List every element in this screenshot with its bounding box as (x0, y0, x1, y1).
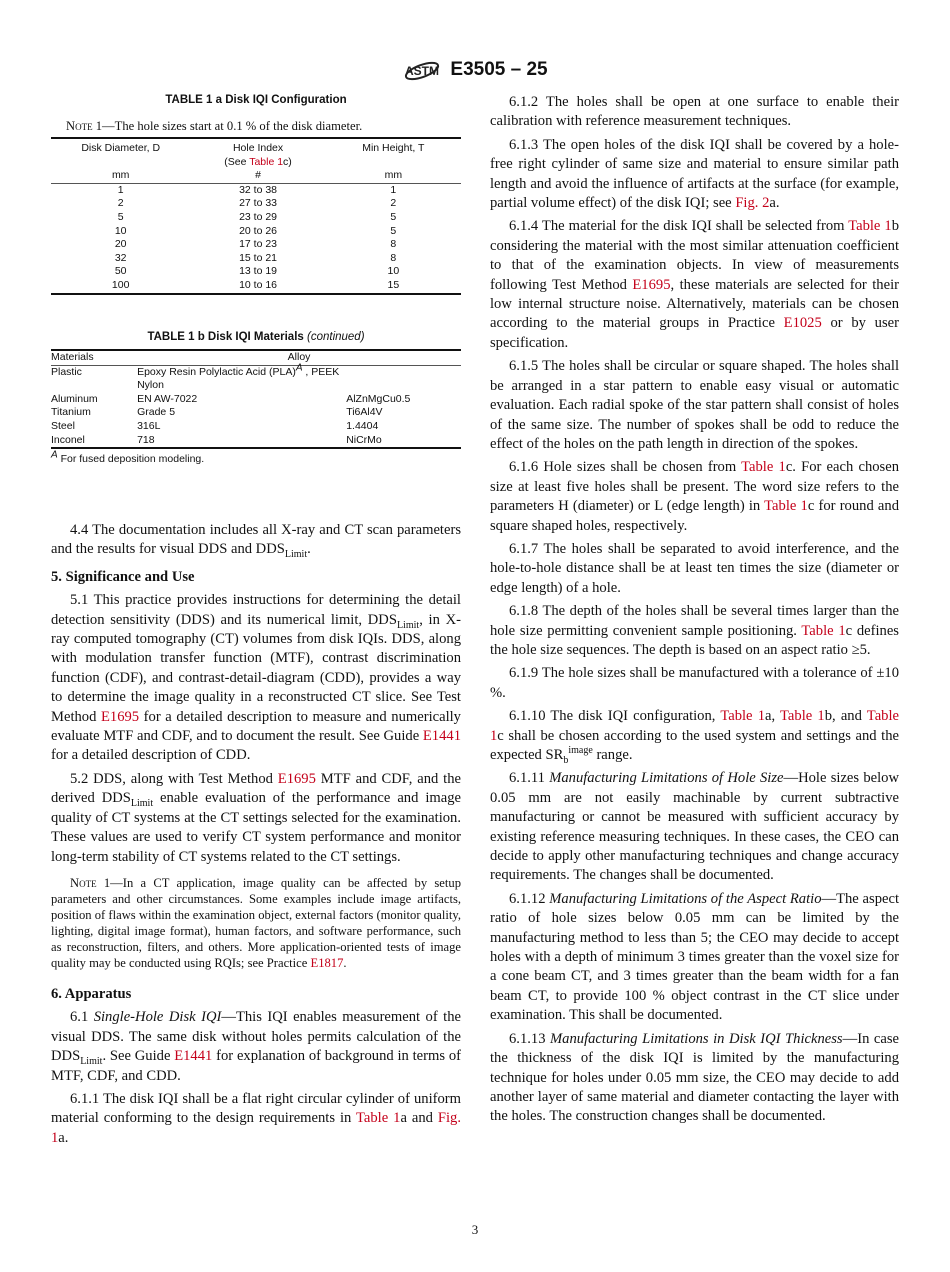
text-run: for a detailed description of CDD. (51, 747, 251, 764)
col-header: Alloy (287, 351, 311, 363)
text-run: —In case the thickness of the disk IQI is limited by the manufacturing technique for holes under 0.05 mm size, the CEO may decide to add another layer of same material and diameter contacting the layer with the holes. The construction changes shall be documented. (490, 1030, 899, 1125)
table-cell: 5 (117, 210, 124, 223)
table-cell: 32 (114, 251, 127, 264)
text-run: 6.1.1 The disk IQI shall be a flat right circular cylinder of uniform material conforming to the design requirements in (51, 1090, 461, 1127)
text-run: 6.1.7 The holes shall be separated to avoid interference, and the hole-to-hole distance shall be at least ten times the size (diameter or edge length) of a hole. (490, 540, 899, 596)
text-run: , in X-ray computed tomography (CT) volumes from disk IQIs. DDS, along with modulation transfer function (MTF), contrast discrimination function (CDF), and contrast-detail-diagram (CDD), provides a way to determine the image quality in a reconstructed CT slice. See Test Method (51, 611, 461, 725)
table-cell: 316L (137, 419, 161, 432)
reference-link[interactable]: E1695 (100, 708, 140, 725)
paragraph (490, 540, 899, 598)
paragraph (490, 707, 899, 765)
reference-link[interactable]: Table 1 (801, 622, 846, 639)
text-run: a. (769, 195, 780, 212)
table-cell: 20 (114, 238, 127, 251)
text-run: a. (58, 1129, 69, 1146)
text-run: 6.1 (70, 1009, 94, 1026)
text-run: for a detailed description to measure and numerically evaluate MTF and CDF, and to document the result. See Guide (51, 708, 461, 745)
text-run: 6. Apparatus (51, 985, 132, 1002)
text-run: c for round and square shaped holes, respectively. (490, 498, 900, 534)
reference-link[interactable]: Table 1 (720, 708, 765, 725)
table-cell: 718 (137, 433, 155, 446)
text-run: . See Guide (102, 1048, 175, 1065)
table-cell: 1 (117, 183, 124, 196)
paragraph (51, 591, 461, 766)
text-run: b considering the material with the most similar attenuation coefficient to that of the examination objects. In view of measurements following Test Method (490, 218, 899, 293)
table-cell: Grade 5 (137, 406, 176, 419)
col-header: Hole Index (See Table 1c) (224, 142, 292, 168)
text-run: —This IQI enables measurement of the visual DDS. The same disk without holes permits calculation of the DDS (51, 1009, 461, 1065)
reference-link[interactable]: Table 1 (490, 708, 899, 744)
reference-link[interactable]: E1817 (310, 955, 344, 970)
paragraph (490, 769, 899, 885)
page-header (0, 56, 950, 84)
text-run: —In a CT application, image quality can be affected by setup parameters and other circumstances. Some examples include image artifacts, position of flaws within the examination object, external factors (monitor quality, lighting, digital image format), human factors, and software performance, such as reconstruction, filters, and others. More application-oriented tests of image quality may be conducted using RQIs; see Practice (51, 875, 461, 970)
table-cell: 15 to 21 (239, 251, 278, 264)
text-run: 6.1.6 Hole sizes shall be chosen from (509, 459, 742, 476)
table-cell: 10 to 16 (239, 278, 278, 291)
table-1b (51, 331, 461, 465)
table-cell: EN AW-7022 (137, 392, 198, 405)
table-cell: 10 (114, 224, 127, 237)
unit: mm (384, 169, 403, 182)
text-run: a and (400, 1110, 438, 1127)
text-run: Limit (130, 798, 154, 810)
paragraph (490, 136, 899, 214)
table-cell: 17 to 23 (239, 238, 278, 251)
text-run: 6.1.9 The hole sizes shall be manufactured with a tolerance of ±10 %. (490, 665, 899, 701)
note-paragraph (51, 875, 461, 971)
table-cell: 2 (117, 197, 124, 210)
table-cell: 15 (387, 278, 400, 291)
text-run: a, (765, 708, 781, 725)
reference-link[interactable]: E1025 (783, 315, 822, 332)
paragraph (490, 1030, 899, 1127)
table-cell: 10 (387, 265, 400, 278)
table-cell: NiCrMo (346, 433, 382, 446)
table-cell: 2 (390, 197, 397, 210)
table-cell: 5 (390, 224, 397, 237)
table-cell: 8 (390, 251, 397, 264)
text-run: 5.1 This practice provides instructions for determining the detail detection sensitivity (DDS) and its numerical limit, DDS (51, 592, 461, 628)
table-footnote: $^A$ For fused deposition modeling. (51, 449, 205, 466)
paragraph (51, 521, 461, 560)
table-row (51, 406, 461, 420)
table-cell: Inconel (51, 433, 85, 446)
paragraph (490, 602, 899, 660)
left-column-body (51, 521, 461, 1152)
unit: mm (111, 169, 130, 182)
table-cell: AlZnMgCu0.5 (346, 392, 411, 405)
table-title: TABLE 1 a Disk IQI Configuration (165, 94, 347, 106)
text-run: 5. Significance and Use (51, 568, 195, 585)
text-run: Limit (284, 549, 308, 561)
svg-text:ASTM: ASTM (405, 64, 440, 78)
reference-link[interactable]: E1441 (422, 728, 461, 745)
paragraph (490, 217, 899, 353)
reference-link[interactable]: E1695 (632, 276, 671, 293)
text-run: b, and (824, 708, 867, 725)
text-run: image (568, 745, 593, 757)
text-run: 6.1.8 The depth of the holes shall be several times larger than the hole size permitting convenient sample positioning. (490, 603, 899, 639)
text-run: for explanation of background in terms of MTF, CDF, and CDD. (51, 1048, 461, 1084)
table-row (51, 434, 461, 449)
text-run: 4.4 The documentation includes all X-ray and CT scan parameters and the results for visual DDS and DDS (51, 522, 461, 558)
astm-logo-icon (402, 56, 442, 84)
text-run: Note 1 (70, 875, 111, 890)
text-run: or by user specification. (490, 315, 899, 351)
text-run: b (563, 754, 569, 766)
table-cell: 1 (390, 183, 397, 196)
text-run: 6.1.2 The holes shall be open at one surface to enable their calibration with reference measurement techniques. (490, 94, 899, 130)
table-cell: 50 (114, 265, 127, 278)
table-cell: Titanium (51, 406, 91, 419)
paragraph (51, 1008, 461, 1086)
text-run: 5.2 DDS, along with Test Method (70, 770, 278, 787)
text-run: 6.1.3 The open holes of the disk IQI shall be covered by a hole-free right cylinder of same size and material to ensure similar path length and avoid the influence of artifacts at the surface (for example, partial volume effect) of the disk IQI; see (490, 136, 899, 212)
table-cell: Ti6Al4V (346, 406, 383, 419)
text-run: c defines the hole size sequences. The depth is based on an aspect ratio ≥5. (490, 622, 899, 658)
reference-link[interactable]: Fig. 2 (735, 195, 770, 212)
text-run: c shall be chosen according to the used system and settings and the expected SR (490, 727, 899, 763)
reference-link[interactable]: E1695 (277, 770, 316, 787)
text-run: c. For each chosen size at least five holes shall be present. The word size refers to the parameters H (diameter) or L (edge length) in (490, 459, 899, 515)
paragraph (51, 1090, 461, 1148)
reference-link[interactable]: Table 1 (848, 218, 892, 235)
table-cell: 32 to 38 (239, 183, 278, 196)
unit: # (255, 169, 261, 182)
paragraph (490, 357, 899, 454)
standard-designation: E3505 – 25 (450, 59, 548, 80)
table-cell: 20 to 26 (239, 224, 278, 237)
table-row (51, 252, 461, 266)
table-row: Plastic Epoxy Resin Polylactic Acid (PLA)$^A$ , PEEK Nylon (51, 362, 340, 392)
table-row (51, 279, 461, 294)
paragraph (490, 664, 899, 703)
table-cell: 8 (390, 238, 397, 251)
table-row (51, 420, 461, 434)
text-run: Manufacturing Limitations of Hole Size (549, 770, 784, 787)
text-run: —The aspect ratio of hole sizes below 0.05 mm can be limited by the manufacturing method to less than 5; the CEO may decide to accept holes with a depth of minimum 3 times greater than the voxel size for a cone beam CT, and 3 times greater than the beam width for a fan beam CT, to provide 100 % object contrast in the CT slice under examination. This shall be documented. (490, 890, 899, 1024)
reference-link[interactable]: Table 1 (780, 708, 825, 725)
table-row (51, 183, 461, 197)
col-header: Disk Diameter, D (81, 142, 161, 154)
text-run: , these materials are selected for their low internal structure noise. Alternatively, materials can be chosen according to the material groups in Practice (490, 276, 899, 332)
text-run: . (343, 955, 347, 970)
table-cell: 5 (390, 210, 397, 223)
table-row (51, 211, 461, 225)
paragraph (51, 770, 461, 867)
table-cell: 1.4404 (346, 419, 379, 432)
text-run: 6.1.11 (509, 770, 550, 787)
text-run: Limit (80, 1056, 103, 1068)
table-note: Note 1—The hole sizes start at 0.1 % of the disk diameter. (66, 119, 363, 133)
section-heading (51, 985, 461, 1004)
paragraph (490, 890, 899, 1026)
section-heading (51, 568, 461, 587)
table-cell: 13 to 19 (239, 265, 278, 278)
col-header: Materials (51, 351, 94, 363)
text-run: enable evaluation of the performance and image quality of CT systems at the CT settings selected for the examination. These values are used to verify CT system performance and monitor long-term stability of CT systems related to the CT settings. (51, 790, 461, 865)
table-row (51, 197, 461, 211)
table-cell: Steel (51, 419, 75, 432)
reference-link[interactable]: Table 1 (741, 459, 786, 476)
text-run: MTF and CDF, and the derived DDS (51, 770, 461, 807)
page-number: 3 (471, 1222, 479, 1237)
text-run: 6.1.4 The material for the disk IQI shall be selected from (509, 218, 849, 235)
table-cell: Aluminum (51, 392, 98, 405)
table-row (51, 225, 461, 239)
right-column-body (490, 93, 899, 1131)
table-row (51, 265, 461, 279)
text-run: Single-Hole Disk IQI (93, 1009, 222, 1026)
reference-link[interactable]: Fig. 1 (51, 1110, 461, 1146)
text-run: —Hole sizes below 0.05 mm are not easily machinable by current subtractive manufacturing or cannot be measured with sufficient accuracy by existing reference measuring techniques. In these cases, the CEO can decide to apply other manufacturing techniques and change accuracy requirements. The changes shall be documented. (490, 770, 899, 884)
text-run: 6.1.10 The disk IQI configuration, (509, 708, 721, 725)
text-run: 6.1.5 The holes shall be circular or square shaped. The holes shall be arranged in a star pattern to enable easy visual or automatic evaluation. Each radial spoke of the star pattern shall consist of holes of the same size. The number of spokes shall be odd to reduce the effect of the holes on the path length in direction of the spokes. (490, 358, 899, 452)
reference-link[interactable]: Table 1 (356, 1110, 401, 1127)
paragraph (490, 458, 899, 536)
table-row (51, 393, 461, 407)
table-cell: 27 to 33 (239, 197, 278, 210)
table-1a (51, 94, 461, 295)
table-cell: 100 (111, 278, 130, 291)
text-run: 6.1.13 (509, 1030, 551, 1047)
text-run: Manufacturing Limitations in Disk IQI Thickness (550, 1030, 843, 1047)
table-title: TABLE 1 b Disk IQI Materials (continued) (147, 331, 365, 343)
col-header: Min Height, T (362, 142, 425, 154)
text-run: Manufacturing Limitations of the Aspect Ratio (549, 890, 822, 907)
table-link[interactable]: Table 1 (249, 155, 284, 168)
reference-link[interactable]: E1441 (174, 1048, 213, 1065)
table-row (51, 238, 461, 252)
text-run: . (307, 541, 311, 558)
reference-link[interactable]: Table 1 (764, 498, 808, 515)
text-run: range. (592, 747, 633, 763)
table-cell: 23 to 29 (239, 210, 278, 223)
text-run: 6.1.12 (509, 890, 550, 907)
paragraph (490, 93, 899, 132)
text-run: Limit (396, 619, 420, 631)
